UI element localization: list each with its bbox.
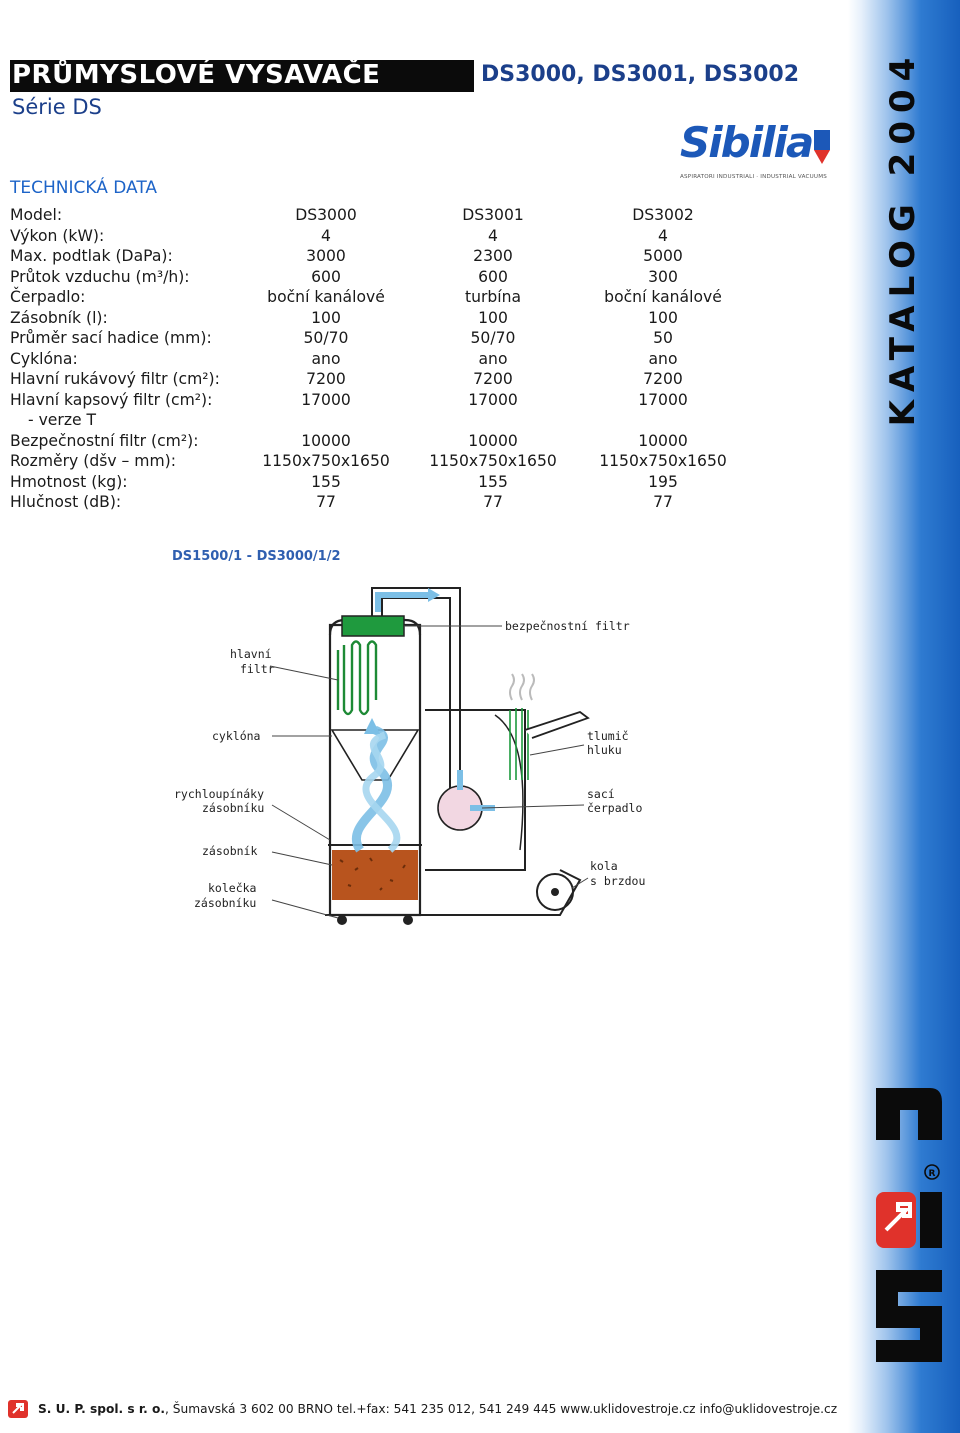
pump-housing-inner — [495, 715, 523, 850]
spec-label: Hlavní rukávový filtr (cm²): — [10, 370, 220, 388]
footer-contact — [38, 1402, 837, 1416]
brand-mark-icon — [814, 130, 830, 164]
sup-logo — [868, 1080, 948, 1370]
spec-row — [10, 472, 756, 493]
airflow-top-arrow — [378, 595, 430, 612]
spec-label: Hmotnost (kg): — [10, 472, 128, 491]
airflow-top-arrow-head — [428, 588, 440, 602]
label-pump-2: čerpadlo — [587, 801, 643, 815]
spec-row — [10, 205, 756, 226]
spec-label: Čerpadlo: — [10, 288, 86, 306]
spec-row — [10, 410, 756, 431]
spec-value: 10000 — [301, 431, 351, 450]
label-quick-release-2: zásobníku — [202, 801, 265, 815]
spec-row — [10, 369, 756, 390]
spec-label: Model: — [10, 206, 63, 224]
spec-value: 195 — [648, 472, 678, 491]
spec-value: boční kanálové — [267, 288, 385, 306]
spec-table — [10, 205, 756, 513]
spec-label: Výkon (kW): — [10, 226, 105, 245]
spec-value: 3000 — [306, 247, 346, 265]
label-container: zásobník — [202, 844, 258, 858]
spec-value: 100 — [478, 308, 508, 327]
spec-value: 600 — [311, 267, 341, 286]
spec-value: 50 — [653, 329, 673, 347]
label-main-filter: hlavní — [230, 647, 272, 661]
spec-value: DS3000 — [295, 206, 357, 224]
spec-label: Hlavní kapsový filtr (cm²): — [10, 390, 213, 409]
spec-row — [10, 451, 756, 472]
spec-label: Max. podtlak (DaPa): — [10, 247, 173, 265]
diagram-title: DS1500/1 - DS3000/1/2 — [172, 549, 341, 564]
spec-value: DS3002 — [632, 206, 694, 224]
spec-value: 2300 — [473, 247, 513, 265]
spec-label: - verze T — [28, 411, 97, 429]
spec-value: DS3001 — [462, 206, 524, 224]
push-handle — [525, 712, 588, 738]
label-wheels: kolečka — [208, 881, 257, 895]
leader-container — [272, 852, 332, 865]
spec-row — [10, 246, 756, 267]
footer-logo-icon — [8, 1400, 28, 1418]
spec-value: boční kanálové — [604, 288, 722, 306]
footer — [0, 1398, 848, 1424]
spec-value: 4 — [321, 226, 331, 245]
spec-value: 300 — [648, 267, 678, 286]
spec-value: 10000 — [638, 431, 688, 450]
registered-mark-letter: R — [928, 1169, 936, 1179]
brake-wheel-hub — [551, 888, 559, 896]
spec-row — [10, 390, 756, 411]
footer-address: , Šumavská 3 602 00 BRNO tel.+fax: 541 235 012, 541 249 445 www.uklidovestroje.cz info@uklidovestroje.cz — [165, 1402, 838, 1416]
label-main-filter-2: filtr — [240, 662, 275, 676]
brand-tagline: ASPIRATORI INDUSTRIALI · INDUSTRIAL VACUUMS — [680, 174, 827, 180]
label-silencer-2: hluku — [587, 743, 622, 757]
spec-value: 10000 — [468, 431, 518, 450]
label-brake-wheels: kola — [590, 859, 618, 873]
spec-value: 77 — [316, 493, 336, 511]
spec-value: turbína — [464, 288, 522, 306]
sibilia-logo — [680, 118, 832, 188]
leader-pump — [482, 805, 584, 808]
spec-value — [236, 410, 416, 431]
spec-value: 7200 — [306, 370, 346, 388]
spec-value: 17000 — [301, 390, 351, 409]
spec-value: 5000 — [643, 247, 683, 265]
label-safety-filter: bezpečnostní filtr — [505, 619, 630, 633]
spec-value: 155 — [311, 472, 341, 491]
section-heading: TECHNICKÁ DATA — [10, 178, 158, 198]
series-subtitle: Série DS — [12, 95, 102, 119]
spec-value: ano — [478, 349, 508, 368]
spec-value: 100 — [311, 308, 341, 327]
spec-value: 77 — [653, 493, 673, 511]
container-wheel-left — [337, 915, 347, 925]
spec-value: 1150x750x1650 — [599, 452, 727, 470]
label-cyclone: cyklóna — [212, 729, 261, 743]
spec-value: 600 — [478, 267, 508, 286]
spec-value: 4 — [488, 226, 498, 245]
model-list-title: DS3000, DS3001, DS3002 — [481, 62, 800, 87]
brand-name: Sibilia — [680, 118, 813, 167]
leader-silencer — [530, 745, 584, 755]
spec-row — [10, 308, 756, 329]
spec-value: 100 — [648, 308, 678, 327]
label-silencer: tlumič — [587, 729, 629, 743]
safety-filter-box — [342, 616, 404, 636]
spec-value — [570, 410, 756, 431]
spec-label: Průměr sací hadice (mm): — [10, 329, 212, 347]
spec-value: 1150x750x1650 — [262, 452, 390, 470]
spec-value: 77 — [483, 493, 503, 511]
label-brake-wheels-2: s brzdou — [590, 874, 646, 888]
spec-value: 17000 — [468, 390, 518, 409]
spec-row — [10, 226, 756, 247]
spec-row — [10, 349, 756, 370]
label-wheels-2: zásobníku — [194, 896, 257, 910]
spec-row — [10, 328, 756, 349]
leader-wheels — [272, 900, 338, 918]
spec-value: 1150x750x1650 — [429, 452, 557, 470]
leader-quick-release — [272, 805, 330, 840]
vacuum-diagram — [160, 540, 840, 930]
exhaust-fumes — [510, 674, 534, 700]
spec-value — [416, 410, 570, 431]
spec-label: Hlučnost (dB): — [10, 493, 122, 511]
page-title: PRŮMYSLOVÉ VYSAVAČE — [12, 60, 381, 90]
spec-value: 50/70 — [470, 329, 516, 347]
spec-row — [10, 267, 756, 288]
spec-value: 17000 — [638, 390, 688, 409]
leader-main-filter — [270, 666, 338, 680]
sup-logo-letter-p — [876, 1088, 942, 1140]
spec-value: 7200 — [643, 370, 683, 388]
spec-label: Cyklóna: — [10, 349, 78, 368]
spec-label: Zásobník (l): — [10, 308, 108, 327]
spec-value: 4 — [658, 226, 668, 245]
spec-value: 7200 — [473, 370, 513, 388]
spec-value: ano — [648, 349, 678, 368]
sup-logo-letter-u — [920, 1192, 942, 1248]
spec-row — [10, 431, 756, 452]
container-fill — [332, 850, 418, 900]
label-quick-release: rychloupínáky — [174, 787, 265, 801]
spec-value: 50/70 — [303, 329, 349, 347]
airflow-arrow-head — [364, 718, 380, 734]
spec-value: ano — [311, 349, 341, 368]
footer-company: S. U. P. spol. s r. o. — [38, 1402, 166, 1416]
sup-logo-letter-s — [876, 1270, 942, 1362]
label-pump: sací — [587, 787, 615, 801]
spec-row — [10, 287, 756, 308]
spec-label: Bezpečnostní filtr (cm²): — [10, 431, 199, 450]
spec-label: Rozměry (dšv – mm): — [10, 452, 177, 470]
spec-row — [10, 492, 756, 513]
container-wheel-right — [403, 915, 413, 925]
main-filter-coil — [338, 642, 376, 715]
spec-label: Průtok vzduchu (m³/h): — [10, 267, 190, 286]
spec-value: 155 — [478, 472, 508, 491]
sidebar-catalog-title: KATALOG 2004 — [883, 49, 923, 427]
